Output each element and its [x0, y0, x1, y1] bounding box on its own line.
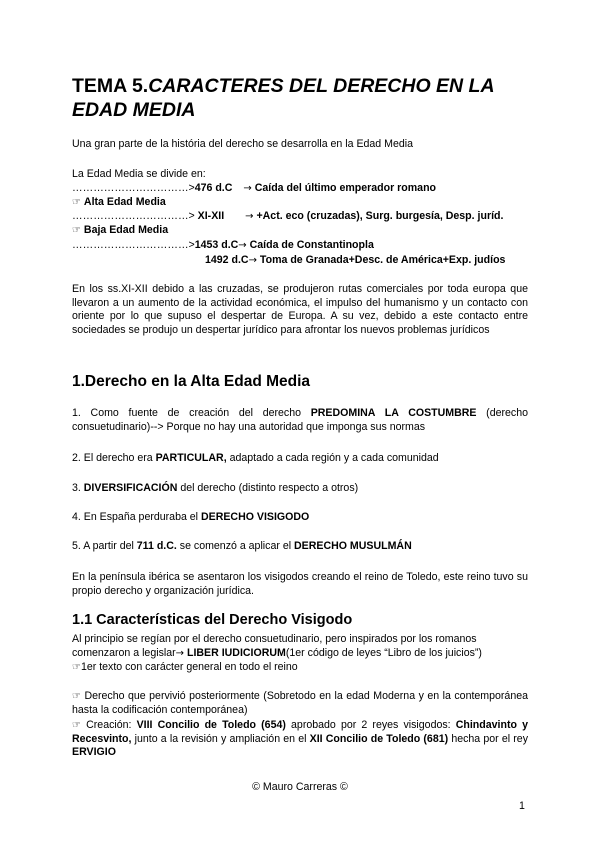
list-item-3 [72, 482, 358, 496]
timeline-event: Caída del último emperador romano [254, 182, 437, 194]
timeline-row-1492 [205, 254, 505, 268]
title-text: CARACTERES DEL DERECHO EN LA EDAD MEDIA [72, 75, 494, 121]
text: del derecho (distinto respecto a otros) [177, 482, 359, 494]
text: (1er código de leyes “Libro de los juicios”) [285, 646, 482, 659]
list-item-4 [72, 511, 309, 525]
emphasis: DERECHO MUSULMÁN [294, 540, 412, 552]
title-tema: TEMA 5. [72, 75, 149, 97]
text: aprobado por 2 reyes visigodos: [285, 719, 456, 731]
text: hecha por el rey [448, 732, 528, 745]
emphasis: ERVIGIO [72, 746, 116, 758]
text: 5. A partir del [72, 540, 137, 552]
text: 2. El derecho era [72, 452, 156, 464]
cruzadas-paragraph: En los ss.XI-XII debido a las cruzadas, se produjeron rutas comerciales por toda europa que llevaron a un aumento de la actividad económica, el impulso del humanismo y un contacto con oriente por lo que supuso el despertar de Europa. A su vez, debido a este contacto entre sociedades se produjo un despertar jurídico para afrontar los nuevos problemas jurídicos [72, 283, 528, 336]
divide-heading: La Edad Media se divide en: [72, 168, 206, 180]
period-name: Alta Edad Media [83, 196, 166, 208]
timeline-row-476 [72, 182, 436, 196]
page-number: 1 [519, 800, 525, 812]
timeline-date: 1492 d.C [205, 254, 249, 266]
emphasis: Chindavinto y Recesvinto, [72, 719, 528, 745]
baja-edad-media-label [72, 224, 168, 238]
timeline-date: 1453 d.C [194, 239, 239, 251]
emphasis: VIII Concilio de Toledo (654) [136, 719, 286, 731]
alta-edad-media-label [72, 196, 166, 210]
text: 3. [72, 482, 84, 494]
timeline-row-1453 [72, 239, 374, 253]
intro-paragraph: Una gran parte de la história del derecho se desarrolla en la Edad Media [72, 138, 413, 150]
arrow-right-icon: → [238, 240, 247, 251]
text: junto a la revisión y ampliación en el [131, 732, 310, 745]
timeline-row-xi-xii [72, 210, 503, 224]
document-title [72, 74, 528, 122]
text: adaptado a cada región y a cada comunidad [226, 452, 439, 464]
emphasis: PREDOMINA LA COSTUMBRE [310, 407, 477, 419]
section-heading-derecho-visigodo: 1.1 Características del Derecho Visigodo [72, 612, 353, 628]
pointing-hand-icon: ☞ [72, 691, 81, 702]
timeline-date: XI-XII [197, 210, 225, 222]
arrow-right-icon: → [245, 211, 254, 222]
text: (derecho consuetudinario)--> Porque no hay una autoridad que imponga sus normas [72, 407, 528, 433]
section-heading-alta-edad-media: 1.Derecho en la Alta Edad Media [72, 373, 311, 390]
arrow-right-icon: → [175, 647, 185, 659]
timeline-event: Caída de Constantinopla [249, 239, 374, 251]
pointing-hand-icon: ☞ [72, 720, 81, 731]
emphasis: XII Concilio de Toledo (681) [309, 732, 449, 745]
timeline-event: Toma de Granada+Desc. de América+Exp. judíos [259, 254, 506, 266]
visigodo-point-3 [72, 719, 528, 760]
arrow-right-icon: → [248, 255, 257, 266]
emphasis: LIBER IUDICIORUM [186, 646, 286, 659]
list-item-2 [72, 452, 439, 466]
text: Derecho que pervivió posteriormente (Sobretodo en la edad Moderna y en la contemporánea hasta la codificación contemporánea) [72, 690, 528, 716]
arrow-right-icon: → [243, 183, 252, 194]
timeline-dashes: ……………………………> [72, 182, 195, 194]
timeline-dashes: ……………………………> [72, 210, 195, 222]
text: 1er texto con carácter general en todo el reino [80, 661, 298, 673]
pointing-hand-icon: ☞ [72, 662, 81, 673]
period-name: Baja Edad Media [83, 224, 169, 236]
timeline-date: 476 d.C [194, 182, 233, 194]
emphasis: 711 d.C. [136, 540, 177, 552]
visigodo-paragraph-1 [72, 633, 528, 660]
timeline-event: +Act. eco (cruzadas), Surg. burgesía, Desp. juríd. [256, 210, 504, 222]
peninsula-paragraph: En la península ibérica se asentaron los visigodos creando el reino de Toledo, este reino tuvo su propio derecho y organización jurídica. [72, 571, 528, 597]
text: Creación: [86, 719, 137, 731]
text: se comenzó a aplicar el [176, 540, 295, 552]
timeline-dashes: ……………………………> [72, 239, 195, 251]
pointing-hand-icon: ☞ [72, 197, 81, 208]
emphasis: DIVERSIFICACIÓN [83, 482, 178, 494]
footer-copyright: © Mauro Carreras © [252, 781, 348, 793]
text: Al principio se regían por el derecho consuetudinario, pero inspirados por los romanos comenzaron a legislar [72, 633, 477, 659]
list-item-5 [72, 540, 412, 554]
text: 1. Como fuente de creación del derecho [72, 407, 311, 419]
emphasis: DERECHO VISIGODO [200, 511, 310, 523]
list-item-1 [72, 407, 528, 434]
pointing-hand-icon: ☞ [72, 225, 81, 236]
visigodo-point-2 [72, 690, 528, 717]
text: 4. En España perduraba el [72, 511, 201, 523]
emphasis: PARTICULAR, [155, 452, 227, 464]
visigodo-point-1 [72, 661, 298, 675]
